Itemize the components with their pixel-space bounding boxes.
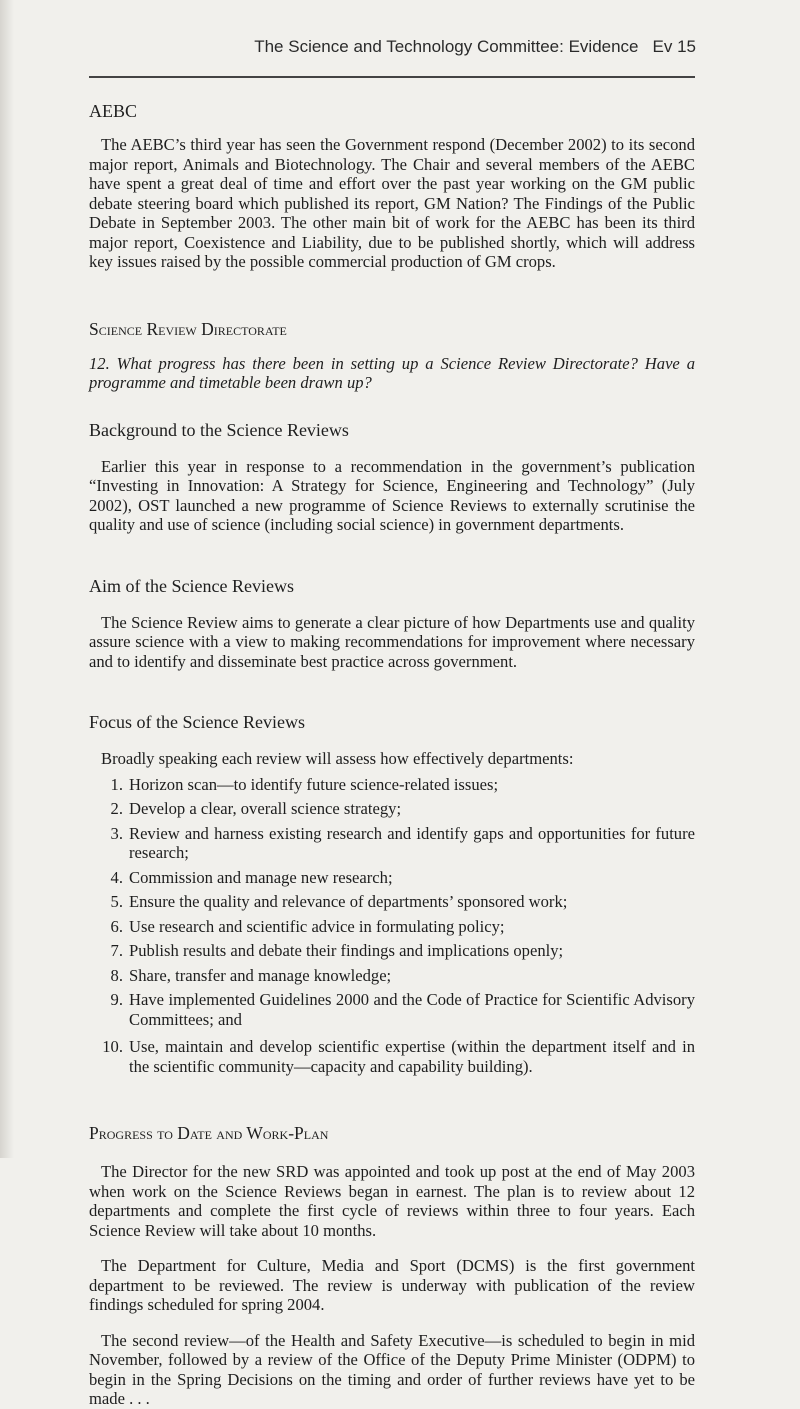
- aebc-paragraph: The AEBC’s third year has seen the Government respond (December 2002) to its second major report, Animals and Biotechnology. The Chair and several members of the AEBC have spent a great deal of time and effort over the past year working on the GM public debate steering board which published its report, GM Nation? The Findings of the Public Debate in September 2003. The other main bit of work for the AEBC has been its third major report, Coexistence and Liability, due to be published shortly, which will address key issues raised by the possible commercial production of GM crops.: [89, 135, 695, 271]
- list-item: [89, 799, 695, 819]
- srd-question: 12. What progress has there been in setting up a Science Review Directorate? Have a programme and timetable been drawn up?: [89, 353, 695, 392]
- progress-paragraph-1: The Director for the new SRD was appointed and took up post at the end of May 2003 when work on the Science Reviews began in earnest. The plan is to review about 12 departments and complete the first cycle of reviews within three to four years. Each Science Review will take about 10 months.: [89, 1162, 695, 1240]
- list-number: 7.: [110, 941, 123, 960]
- list-item: [89, 892, 695, 912]
- background-heading: Background to the Science Reviews: [89, 419, 349, 440]
- list-item: [89, 868, 695, 888]
- list-text: Use research and scientific advice in formulating policy;: [129, 916, 505, 936]
- list-number: 6.: [110, 916, 123, 936]
- list-number: 3.: [110, 823, 123, 843]
- list-text: Develop a clear, overall science strategy;: [129, 799, 402, 818]
- list-item: [89, 990, 695, 1029]
- list-number: 8.: [110, 965, 123, 985]
- progress-heading: Progress to Date and Work-Plan: [89, 1123, 329, 1143]
- list-number: 4.: [110, 867, 123, 887]
- focus-list: [89, 775, 695, 1077]
- list-number: 5.: [110, 892, 123, 911]
- list-text: Ensure the quality and relevance of departments’ sponsored work;: [129, 892, 568, 911]
- list-item: [89, 824, 695, 863]
- srd-heading: Science Review Directorate: [89, 318, 287, 339]
- list-text: Publish results and debate their findings and implications openly;: [129, 941, 564, 960]
- list-text: Horizon scan—to identify future science-related issues;: [129, 774, 499, 794]
- header-rule: [89, 76, 695, 78]
- list-text: Use, maintain and develop scientific expertise (within the department itself and in the scientific community—capacity and capability building).: [129, 1037, 695, 1076]
- background-paragraph: Earlier this year in response to a recommendation in the government’s publication “Investing in Innovation: A Strategy for Science, Engineering and Technology” (July 2002), OST launched a new programme of Science Reviews to externally scrutinise the quality and use of science (including social science) in government departments.: [89, 456, 695, 534]
- list-item: [89, 966, 695, 986]
- list-text: Have implemented Guidelines 2000 and the Code of Practice for Scientific Advisory Committees; and: [129, 990, 695, 1029]
- aim-heading: Aim of the Science Reviews: [89, 575, 294, 596]
- document-body: [89, 100, 695, 1409]
- header-title: The Science and Technology Committee: Evidence: [254, 37, 639, 56]
- running-header: [254, 37, 696, 57]
- aim-paragraph: The Science Review aims to generate a clear picture of how Departments use and quality assure science with a view to making recommendations for improvement where necessary and to identify and disseminate best practice across government.: [89, 612, 695, 671]
- list-number: 10.: [102, 1037, 123, 1056]
- progress-paragraph-3: The second review—of the Health and Safety Executive—is scheduled to begin in mid November, followed by a review of the Office of the Deputy Prime Minister (ODPM) to begin in the Spring Decisions on the timing and order of further reviews have yet to be made . . .: [89, 1330, 695, 1408]
- list-item: [89, 1037, 695, 1076]
- page-edge-shadow: [0, 0, 14, 1158]
- list-number: 9.: [110, 990, 123, 1009]
- list-number: 1.: [110, 774, 123, 794]
- list-number: 2.: [110, 799, 123, 818]
- aebc-heading: AEBC: [89, 101, 138, 121]
- focus-heading: Focus of the Science Reviews: [89, 712, 305, 732]
- list-text: Commission and manage new research;: [129, 867, 393, 887]
- focus-lead: Broadly speaking each review will assess how effectively departments:: [101, 749, 574, 768]
- list-item: [89, 941, 695, 961]
- page-number: Ev 15: [652, 37, 696, 56]
- list-item: [89, 917, 695, 937]
- list-text: Share, transfer and manage knowledge;: [129, 965, 392, 985]
- progress-paragraph-2: The Department for Culture, Media and Sport (DCMS) is the first government department to be reviewed. The review is underway with publication of the review findings scheduled for spring 2004.: [89, 1256, 695, 1314]
- list-item: [89, 775, 695, 795]
- list-text: Review and harness existing research and identify gaps and opportunities for future research;: [129, 823, 695, 862]
